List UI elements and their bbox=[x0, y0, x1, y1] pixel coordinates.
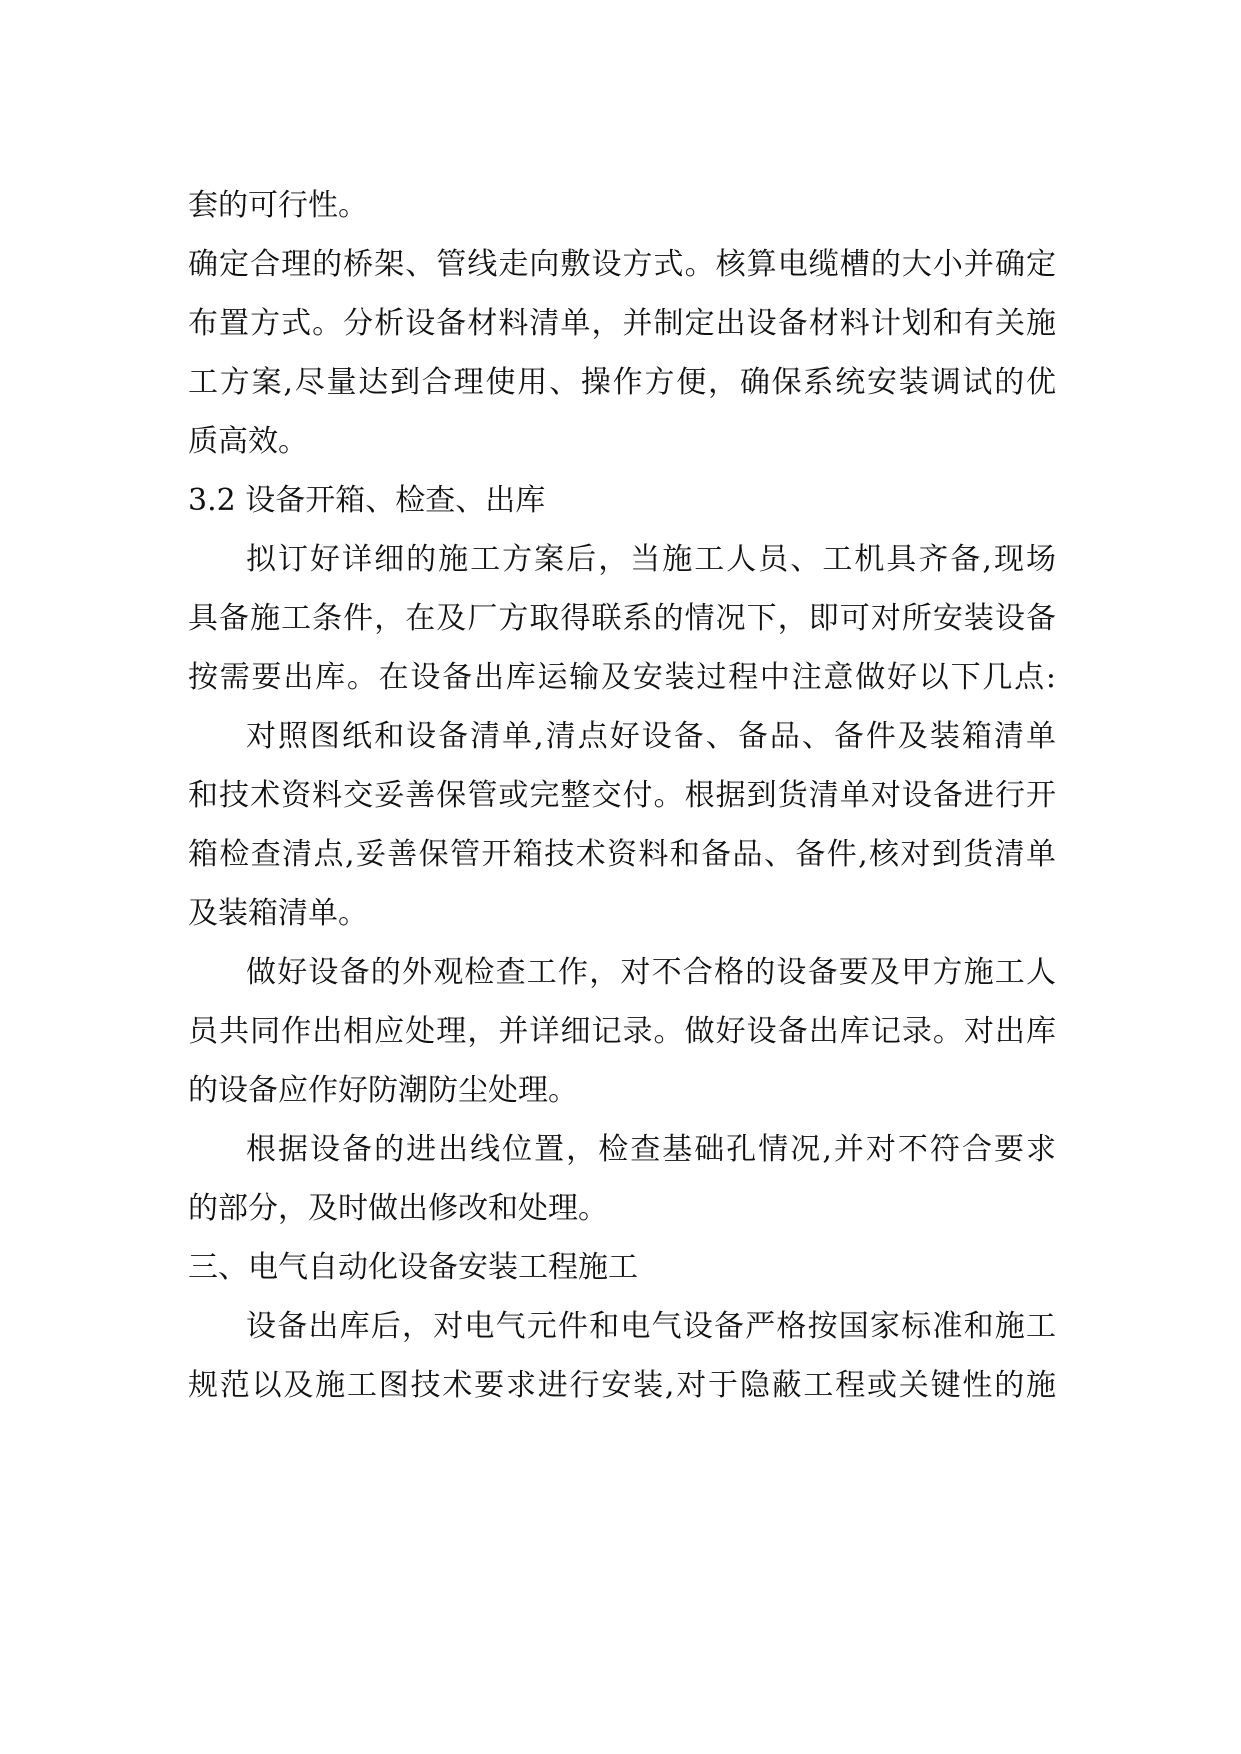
paragraph-line: 拟订好详细的施工方案后，当施工人员、工机具齐备,现场 bbox=[246, 542, 1056, 577]
paragraph-line: 确定合理的桥架、管线走向敷设方式。核算电缆槽的大小并确定 bbox=[188, 247, 1056, 282]
paragraph-line: 的设备应作好防潮防尘处理。 bbox=[188, 1073, 578, 1108]
paragraph-line: 按需要出库。在设备出库运输及安装过程中注意做好以下几点: bbox=[188, 660, 1056, 695]
paragraph-line: 和技术资料交妥善保管或完整交付。根据到货清单对设备进行开 bbox=[188, 778, 1056, 813]
paragraph-line: 及装箱清单。 bbox=[188, 896, 368, 931]
section-heading: 3.2 设备开箱、检查、出库 bbox=[188, 483, 546, 518]
paragraph-line: 具备施工条件，在及厂方取得联系的情况下，即可对所安装设备 bbox=[188, 601, 1056, 636]
paragraph-line: 的部分，及时做出修改和处理。 bbox=[188, 1191, 608, 1226]
paragraph-line: 员共同作出相应处理，并详细记录。做好设备出库记录。对出库 bbox=[188, 1014, 1056, 1049]
paragraph-line: 设备出库后，对电气元件和电气设备严格按国家标准和施工 bbox=[246, 1309, 1056, 1344]
paragraph-line: 做好设备的外观检查工作，对不合格的设备要及甲方施工人 bbox=[246, 955, 1056, 990]
section-heading: 三、电气自动化设备安装工程施工 bbox=[188, 1250, 638, 1285]
paragraph-line: 规范以及施工图技术要求进行安装,对于隐蔽工程或关键性的施 bbox=[188, 1368, 1056, 1403]
paragraph-line: 根据设备的进出线位置，检查基础孔情况,并对不符合要求 bbox=[246, 1132, 1056, 1167]
paragraph-line: 套的可行性。 bbox=[188, 188, 368, 223]
paragraph-line: 箱检查清点,妥善保管开箱技术资料和备品、备件,核对到货清单 bbox=[188, 837, 1056, 872]
paragraph-line: 工方案,尽量达到合理使用、操作方便，确保系统安装调试的优 bbox=[188, 365, 1056, 400]
paragraph-line: 质高效。 bbox=[188, 424, 308, 459]
paragraph-line: 对照图纸和设备清单,清点好设备、备品、备件及装箱清单 bbox=[246, 719, 1056, 754]
paragraph-line: 布置方式。分析设备材料清单，并制定出设备材料计划和有关施 bbox=[188, 306, 1056, 341]
